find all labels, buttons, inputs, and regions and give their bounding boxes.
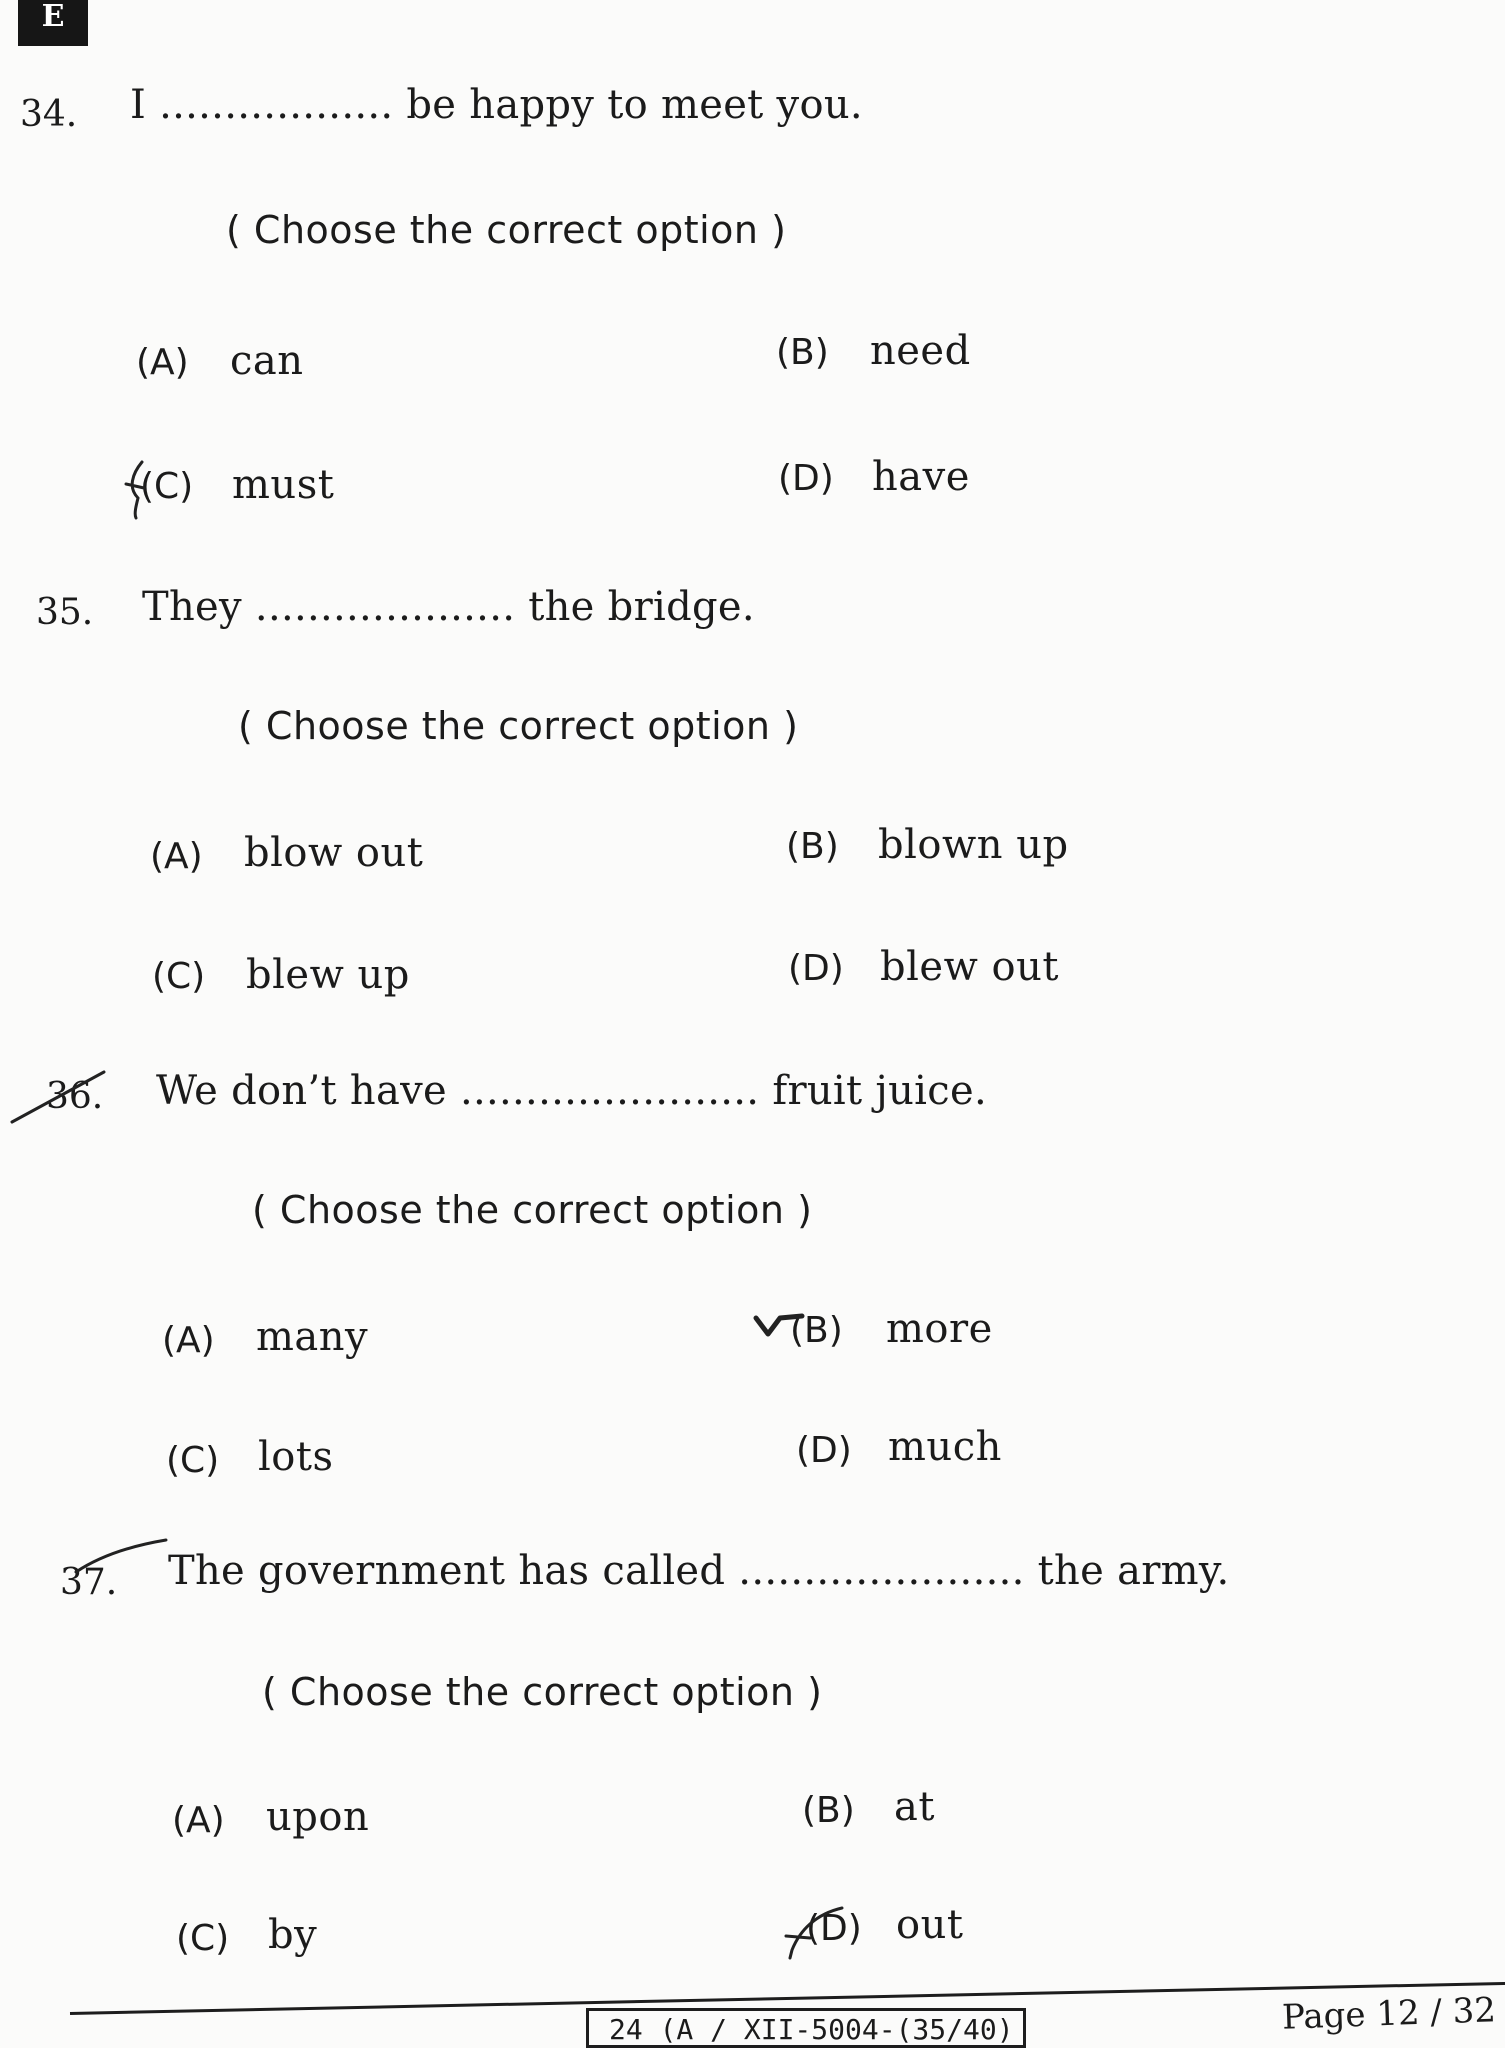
q34-option-d-text: have <box>872 454 970 500</box>
question-36-instruction: ( Choose the correct option ) <box>252 1188 813 1232</box>
question-34-text: I .................. be happy to meet you. <box>130 82 863 128</box>
q36-option-b-label: (B) <box>790 1310 843 1351</box>
q34-option-c-text: must <box>232 462 335 508</box>
q35-option-b-label: (B) <box>786 826 839 867</box>
q34-option-b-text: need <box>870 328 971 374</box>
q37-option-b-label: (B) <box>802 1790 855 1831</box>
question-37-text: The government has called ...................... the army. <box>168 1548 1230 1594</box>
q34-option-b-label: (B) <box>776 332 829 373</box>
q36-option-b-text: more <box>886 1306 993 1352</box>
q37-option-d-label: (D) <box>806 1908 862 1949</box>
q35-option-a-text: blow out <box>244 830 424 876</box>
q34-option-a-text: can <box>230 338 304 384</box>
q35-option-d-label: (D) <box>788 948 844 989</box>
q35-option-a-label: (A) <box>150 836 203 877</box>
question-37-number: 37. <box>60 1562 118 1603</box>
q37-option-a-text: upon <box>266 1794 370 1840</box>
question-34-number: 34. <box>20 94 78 135</box>
q36-option-c-text: lots <box>258 1434 334 1480</box>
question-34-instruction: ( Choose the correct option ) <box>226 208 787 252</box>
question-35-text: They .................... the bridge. <box>142 584 755 630</box>
question-37-instruction: ( Choose the correct option ) <box>262 1670 823 1714</box>
q36-option-d-label: (D) <box>796 1430 852 1471</box>
q35-option-b-text: blown up <box>878 822 1069 868</box>
q37-option-b-text: at <box>894 1784 935 1830</box>
q35-option-c-label: (C) <box>152 956 206 997</box>
question-36-text: We don’t have ....................... fruit juice. <box>156 1068 987 1114</box>
q35-option-d-text: blew out <box>880 944 1059 990</box>
q36-option-c-label: (C) <box>166 1440 220 1481</box>
page-number: Page 12 / 32 <box>1281 1990 1497 2038</box>
q36-option-a-label: (A) <box>162 1320 215 1361</box>
question-35-instruction: ( Choose the correct option ) <box>238 704 799 748</box>
q37-option-a-label: (A) <box>172 1800 225 1841</box>
q36-option-a-text: many <box>256 1314 369 1360</box>
paper-code: 24 (A / XII-5004-(35/40) <box>609 2013 1014 2046</box>
q37-option-c-label: (C) <box>176 1918 230 1959</box>
q37-option-c-text: by <box>268 1912 318 1958</box>
q36-option-d-text: much <box>888 1424 1002 1470</box>
q37-option-d-text: out <box>896 1902 964 1948</box>
q34-option-d-label: (D) <box>778 458 834 499</box>
question-36-number: 36. <box>46 1076 104 1117</box>
q35-option-c-text: blew up <box>246 952 410 998</box>
q34-option-c-label: (C) <box>140 466 194 507</box>
set-badge: E <box>18 0 88 46</box>
paper-code-box <box>586 2008 1026 2048</box>
q34-option-a-label: (A) <box>136 342 189 383</box>
question-35-number: 35. <box>36 592 94 633</box>
